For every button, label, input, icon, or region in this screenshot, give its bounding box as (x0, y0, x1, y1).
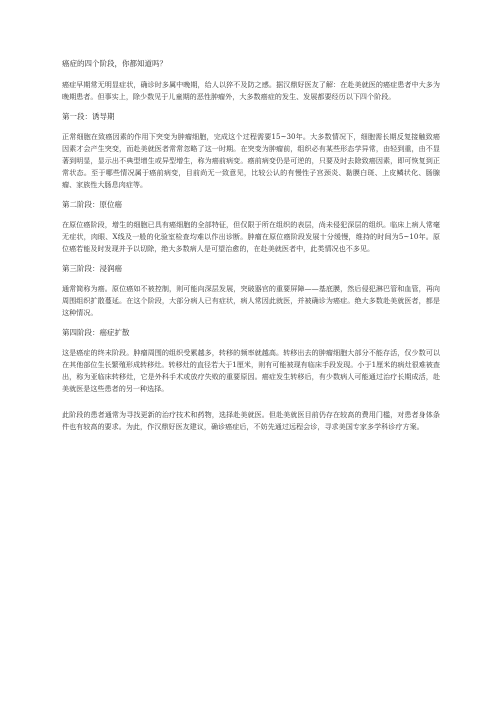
section-body-3: 通常简称为癌。原位癌如不被控制，则可能向深层发展，突破器官的重要屏障——基底膜，然后侵犯淋巴管和血管，再向周围组织扩散蔓延。在这个阶段，大部分病人已有症状，病人常因此就医，并被确诊为癌症。绝大多数赴美就医者，都是这种情况。 (62, 284, 440, 317)
intro-paragraph: 癌症早期常无明显症状，确诊时多属中晚期，给人以猝不及防之感。据汉鼎好医友了解：在赴美就医的癌症患者中大多为晚期患者。但事实上，除少数见于儿童期的恶性肿瘤外，大多数癌症的发生、发展都要经历以下四个阶段。 (62, 80, 440, 101)
section-heading-1: 第一段：诱导期 (62, 112, 115, 121)
document-page (62, 58, 440, 441)
section-heading-4: 第四阶段：癌症扩散 (62, 328, 130, 337)
section-body-1: 正常细胞在致癌因素的作用下突变为肿瘤细胞，完成这个过程需要15~30年。大多数情况下，细胞需长期反复接触致癌因素才会产生突变，而赴美就医者常常忽略了这一时期。在突变为肿瘤前，组织必有某些形态学异常，由轻到重，由不显著到明显，显示出不典型增生或异型增生，称为癌前病变。癌前病变仍是可逆的，只要及时去除致癌因素，即可恢复到正常状态。至于哪些情况属于癌前病变，目前尚无一致意见，比较公认的有慢性子宫颈炎、黏膜白斑、上皮鳞状化、肠腺瘤、家族性大肠息肉症等。 (62, 132, 440, 189)
document-title: 癌症的四个阶段，你都知道吗？ (62, 59, 167, 68)
section-body-4: 这是癌症的终末阶段。肿瘤周围的组织受累越多，转移的频率就越高。转移出去的肿瘤细胞大部分不能存活，仅少数可以在其他部位生长繁殖形成转移灶。转移灶的直径若大于1厘米，则有可能被现有临床手段发现。小于1厘米的病灶很难被查出，称为亚临床转移灶，它是外科手术或放疗失败的重要原因。癌症发生转移后，有少数病人可能通过治疗长期成活，赴美就医是这些患者的另一种选择。 (62, 348, 440, 393)
section-body-2: 在原位癌阶段，增生的细胞已具有癌细胞的全部特征，但仅限于所在组织的表层，尚未侵犯深层的组织。临床上病人常毫无症状，肉眼、X线及一般的化验室检查均难以作出诊断。肿瘤在原位癌阶段发展十分缓慢，维持的时间为5~10年。原位癌若能及时发现并予以切除，绝大多数病人是可望治愈的，在赴美就医者中，此类情况也不多见。 (62, 220, 440, 253)
closing-paragraph: 此阶段的患者通常为寻找更新的治疗技术和药物，选择赴美就医。但赴美就医目前仍存在较高的费用门槛，对患者身体条件也有较高的要求。为此，作汉鼎好医友建议，确诊癌症后，不妨先通过远程会诊，寻求美国专家多学科诊疗方案。 (62, 410, 440, 431)
section-heading-3: 第三阶段：浸润癌 (62, 264, 122, 273)
section-heading-2: 第二阶段：原位癌 (62, 200, 122, 209)
